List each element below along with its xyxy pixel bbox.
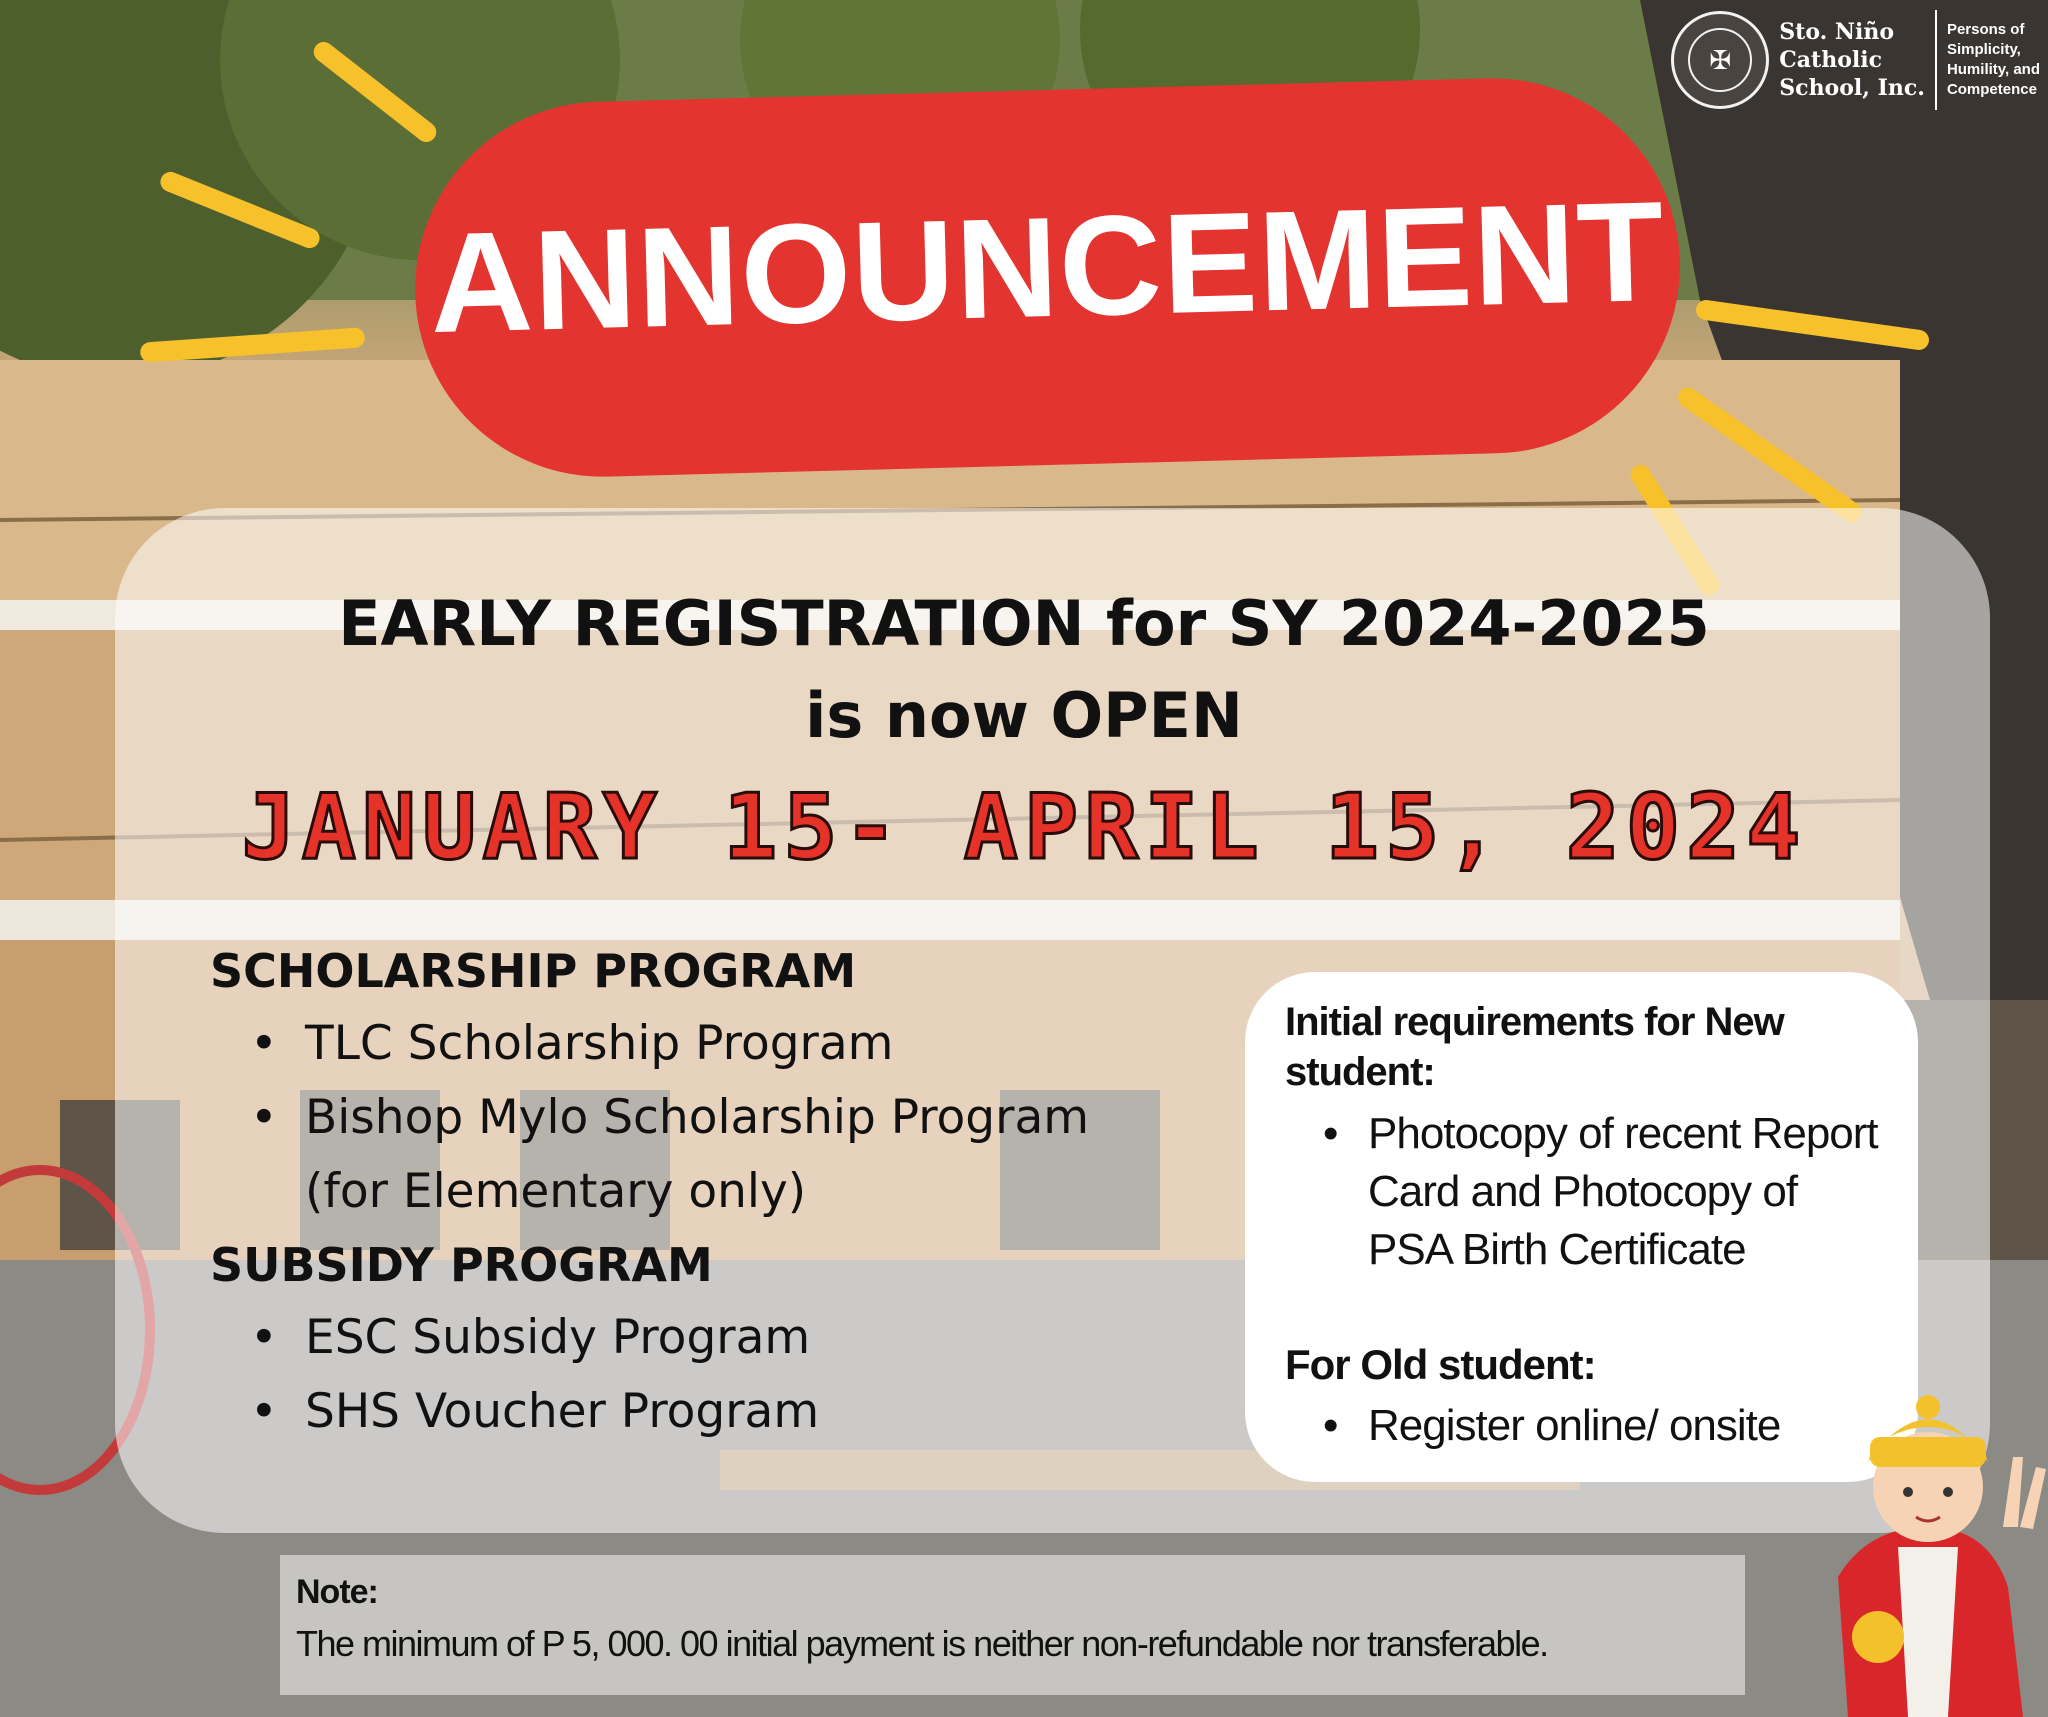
note-title: Note:	[296, 1573, 378, 1611]
headline-line-2: is now OPEN	[805, 679, 1243, 752]
santo-nino-mascot-icon	[1808, 1377, 2048, 1717]
list-item: • ESC Subsidy Program	[210, 1301, 1230, 1375]
school-name-line-2: Catholic	[1779, 47, 1882, 73]
subsidy-heading: SUBSIDY PROGRAM	[210, 1238, 713, 1292]
list-item: • TLC Scholarship Program	[210, 1007, 1230, 1081]
registration-dates: JANUARY 15- APRIL 15, 2024	[241, 775, 1807, 880]
scholarship-list	[210, 1007, 1230, 1155]
programs-section	[210, 935, 1230, 1449]
motto-line-1: Persons of	[1946, 21, 2025, 38]
list-item: • SHS Voucher Program	[210, 1375, 1230, 1449]
motto-line-2: Simplicity,	[1946, 41, 2021, 58]
logo-divider	[1935, 10, 1937, 110]
list-item: • Photocopy of recent Report Card and Photocopy of PSA Birth Certificate	[1368, 1105, 1888, 1279]
school-seal-icon: ✠	[1671, 11, 1769, 109]
school-name-line-3: School, Inc.	[1779, 75, 1925, 101]
announcement-banner	[410, 74, 1684, 482]
subsidy-list	[210, 1301, 1230, 1449]
school-name	[1779, 18, 1925, 102]
school-motto	[1947, 20, 2040, 100]
note-text: The minimum of P 5, 000. 00 initial payment is neither non-refundable nor transferable.	[296, 1623, 1548, 1664]
note-box	[280, 1555, 1745, 1695]
headline-line-1: EARLY REGISTRATION for SY 2024-2025	[338, 587, 1710, 660]
registration-headline	[0, 578, 2048, 762]
old-student-title: For Old student:	[1285, 1341, 1596, 1388]
school-name-line-1: Sto. Niño	[1779, 19, 1895, 45]
motto-line-3: Humility, and	[1946, 61, 2040, 78]
new-student-requirements-title: Initial requirements for New student:	[1285, 1000, 1784, 1094]
school-logo-block	[1671, 10, 2040, 110]
scholarship-note: (for Elementary only)	[305, 1164, 807, 1219]
new-student-requirements-list	[1368, 1105, 1888, 1279]
list-item: • Bishop Mylo Scholarship Program	[210, 1081, 1230, 1155]
announcement-title: ANNOUNCEMENT	[427, 171, 1667, 363]
scholarship-heading: SCHOLARSHIP PROGRAM	[210, 944, 857, 998]
motto-line-4: Competence	[1946, 81, 2037, 98]
list-item: • Register online/ onsite	[1368, 1397, 1888, 1455]
